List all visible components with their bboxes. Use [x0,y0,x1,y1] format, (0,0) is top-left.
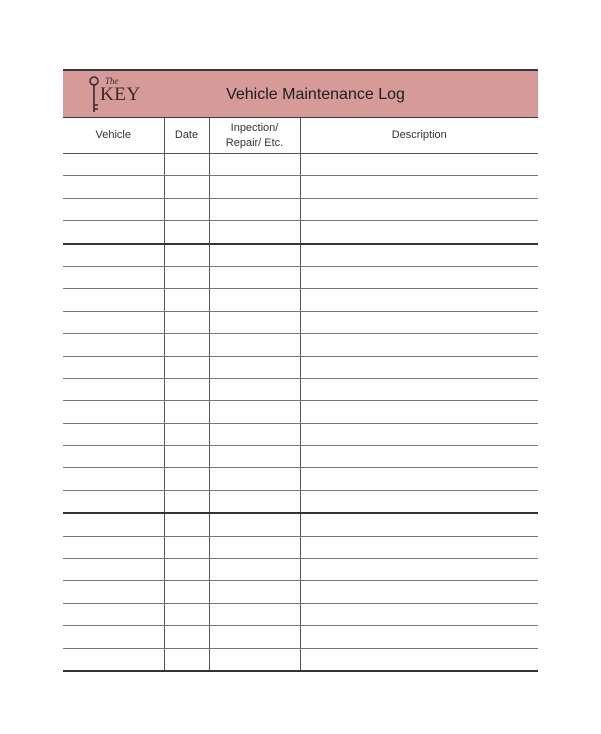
description-cell[interactable] [300,581,538,603]
column-header-description: Description [300,118,538,154]
description-cell[interactable] [300,626,538,648]
date-cell[interactable] [164,648,209,671]
description-cell[interactable] [300,401,538,423]
date-cell[interactable] [164,401,209,423]
table-row [63,536,538,558]
maintenance-log-table [63,118,538,672]
column-header-service-line1: Inpection/ [230,121,279,134]
description-cell[interactable] [300,446,538,468]
service-cell[interactable] [209,378,300,400]
column-header-vehicle: Vehicle [63,118,164,154]
date-cell[interactable] [164,446,209,468]
table-row [63,559,538,581]
description-cell[interactable] [300,378,538,400]
service-cell[interactable] [209,289,300,311]
date-cell[interactable] [164,311,209,333]
vehicle-cell[interactable] [63,401,164,423]
vehicle-cell[interactable] [63,581,164,603]
table-row [63,378,538,400]
table-header-row [63,118,538,154]
vehicle-cell[interactable] [63,176,164,198]
vehicle-cell[interactable] [63,311,164,333]
date-cell[interactable] [164,378,209,400]
page-title: Vehicle Maintenance Log [226,86,405,103]
vehicle-cell[interactable] [63,559,164,581]
table-row [63,176,538,198]
description-cell[interactable] [300,154,538,176]
date-cell[interactable] [164,626,209,648]
table-row [63,401,538,423]
description-cell[interactable] [300,513,538,536]
date-cell[interactable] [164,536,209,558]
table-row [63,221,538,244]
date-cell[interactable] [164,198,209,220]
service-cell[interactable] [209,559,300,581]
date-cell[interactable] [164,289,209,311]
vehicle-cell[interactable] [63,536,164,558]
description-cell[interactable] [300,176,538,198]
service-cell[interactable] [209,154,300,176]
vehicle-cell[interactable] [63,198,164,220]
date-cell[interactable] [164,468,209,490]
description-cell[interactable] [300,490,538,513]
table-row [63,198,538,220]
service-cell[interactable] [209,266,300,288]
vehicle-cell[interactable] [63,334,164,356]
description-cell[interactable] [300,198,538,220]
date-cell[interactable] [164,334,209,356]
service-cell[interactable] [209,626,300,648]
table-row [63,154,538,176]
service-cell[interactable] [209,221,300,244]
logo-brand-text: KEY [100,84,141,105]
date-cell[interactable] [164,603,209,625]
vehicle-cell[interactable] [63,648,164,671]
vehicle-cell[interactable] [63,446,164,468]
date-cell[interactable] [164,356,209,378]
description-cell[interactable] [300,334,538,356]
vehicle-cell[interactable] [63,626,164,648]
vehicle-cell[interactable] [63,378,164,400]
column-header-service-line2: Repair/ Etc. [225,136,284,149]
service-cell[interactable] [209,513,300,536]
description-cell[interactable] [300,648,538,671]
service-cell[interactable] [209,446,300,468]
table-row [63,356,538,378]
service-cell[interactable] [209,334,300,356]
vehicle-cell[interactable] [63,154,164,176]
date-cell[interactable] [164,559,209,581]
table-row [63,513,538,536]
vehicle-cell[interactable] [63,513,164,536]
service-cell[interactable] [209,648,300,671]
description-cell[interactable] [300,356,538,378]
service-cell[interactable] [209,198,300,220]
table-row [63,334,538,356]
vehicle-cell[interactable] [63,356,164,378]
date-cell[interactable] [164,490,209,513]
service-cell[interactable] [209,311,300,333]
table-row [63,446,538,468]
table-row [63,581,538,603]
vehicle-cell[interactable] [63,289,164,311]
maintenance-log-sheet [63,69,538,672]
table-row [63,289,538,311]
table-row [63,490,538,513]
date-cell[interactable] [164,513,209,536]
vehicle-cell[interactable] [63,266,164,288]
table-row [63,266,538,288]
service-cell[interactable] [209,603,300,625]
date-cell[interactable] [164,423,209,445]
table-row [63,468,538,490]
description-cell[interactable] [300,311,538,333]
description-cell[interactable] [300,603,538,625]
description-cell[interactable] [300,221,538,244]
description-cell[interactable] [300,266,538,288]
service-cell[interactable] [209,581,300,603]
date-cell[interactable] [164,244,209,267]
header-banner [63,69,538,118]
vehicle-cell[interactable] [63,603,164,625]
vehicle-cell[interactable] [63,490,164,513]
service-cell[interactable] [209,401,300,423]
vehicle-cell[interactable] [63,423,164,445]
date-cell[interactable] [164,221,209,244]
service-cell[interactable] [209,423,300,445]
table-row [63,311,538,333]
log-body [63,154,538,671]
description-cell[interactable] [300,289,538,311]
table-row [63,648,538,671]
service-cell[interactable] [209,490,300,513]
description-cell[interactable] [300,468,538,490]
vehicle-cell[interactable] [63,468,164,490]
column-header-service [209,118,300,154]
table-row [63,603,538,625]
service-cell[interactable] [209,244,300,267]
date-cell[interactable] [164,581,209,603]
date-cell[interactable] [164,176,209,198]
service-cell[interactable] [209,468,300,490]
description-cell[interactable] [300,536,538,558]
service-cell[interactable] [209,356,300,378]
column-header-date: Date [164,118,209,154]
description-cell[interactable] [300,244,538,267]
table-row [63,244,538,267]
service-cell[interactable] [209,176,300,198]
table-row [63,626,538,648]
date-cell[interactable] [164,154,209,176]
vehicle-cell[interactable] [63,221,164,244]
date-cell[interactable] [164,266,209,288]
table-row [63,423,538,445]
service-cell[interactable] [209,536,300,558]
description-cell[interactable] [300,559,538,581]
vehicle-cell[interactable] [63,244,164,267]
logo-small-text: The [105,76,119,86]
description-cell[interactable] [300,423,538,445]
